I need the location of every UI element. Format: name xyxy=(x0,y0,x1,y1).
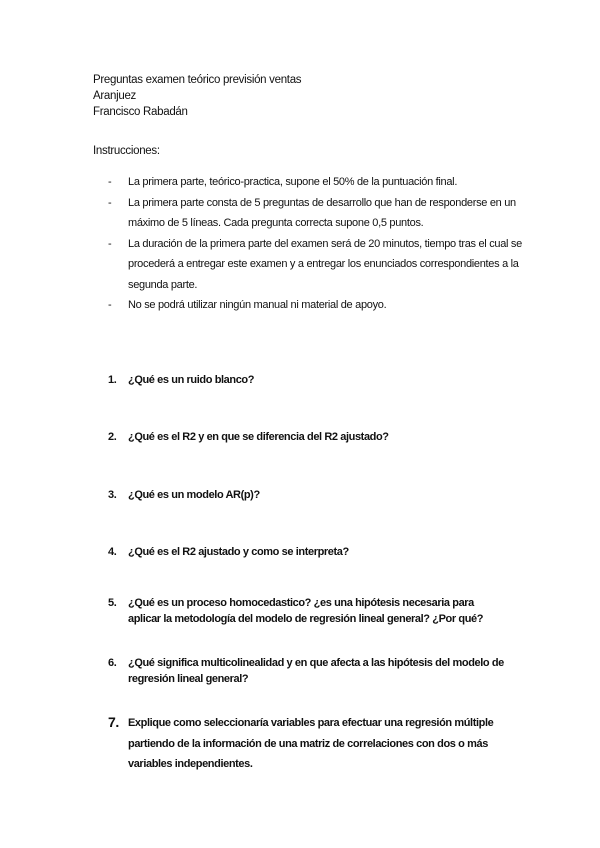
instruction-item: - La primera parte consta de 5 preguntas de desarrollo que han de responderse en un máximo de 5 líneas. Cada pregunta correcta supone 0,5 puntos. xyxy=(108,193,528,234)
header-author: Francisco Rabadán xyxy=(93,106,188,118)
question-text: ¿Qué es un proceso homocedastico? ¿es una hipótesis necesaria para aplicar la metodología del modelo de regresión lineal general? ¿Por qué? xyxy=(128,597,484,625)
question-text: ¿Qué es el R2 ajustado y como se interpreta? xyxy=(128,546,349,558)
instructions-title: Instrucciones: xyxy=(93,145,160,157)
question-text: ¿Qué es un ruido blanco? xyxy=(128,374,255,386)
question-6 xyxy=(108,656,508,687)
question-3 xyxy=(108,488,508,504)
instruction-item: - La duración de la primera parte del examen será de 20 minutos, tiempo tras el cual se procederá a entregar este examen y a entregar los enunciados correspondientes a la segunda parte. xyxy=(108,234,528,296)
question-number: 5. xyxy=(108,597,117,609)
question-text: ¿Qué es el R2 y en que se diferencia del R2 ajustado? xyxy=(128,431,389,443)
instruction-item: - La primera parte, teórico-practica, supone el 50% de la puntuación final. xyxy=(108,172,528,193)
question-2 xyxy=(108,430,508,446)
question-text: Explique como seleccionaría variables para efectuar una regresión múltiple partiendo de la información de una matriz de correlaciones con dos o más variables independientes. xyxy=(128,717,494,770)
question-number: 1. xyxy=(108,374,117,386)
question-5 xyxy=(108,596,508,627)
question-number: 7. xyxy=(108,714,119,730)
document-header xyxy=(93,72,301,120)
question-4 xyxy=(108,545,508,561)
question-number: 2. xyxy=(108,431,117,443)
instruction-item: - No se podrá utilizar ningún manual ni material de apoyo. xyxy=(108,295,528,316)
question-text: ¿Qué significa multicolinealidad y en que afecta a las hipótesis del modelo de regresión lineal general? xyxy=(128,657,504,685)
question-text: ¿Qué es un modelo AR(p)? xyxy=(128,489,260,501)
question-number: 4. xyxy=(108,546,117,558)
question-number: 3. xyxy=(108,489,117,501)
question-1 xyxy=(108,373,508,389)
header-title: Preguntas examen teórico previsión ventas xyxy=(93,74,302,86)
question-number: 6. xyxy=(108,657,117,669)
instructions-list xyxy=(108,172,528,316)
question-7 xyxy=(108,713,508,775)
header-location: Aranjuez xyxy=(93,90,136,102)
